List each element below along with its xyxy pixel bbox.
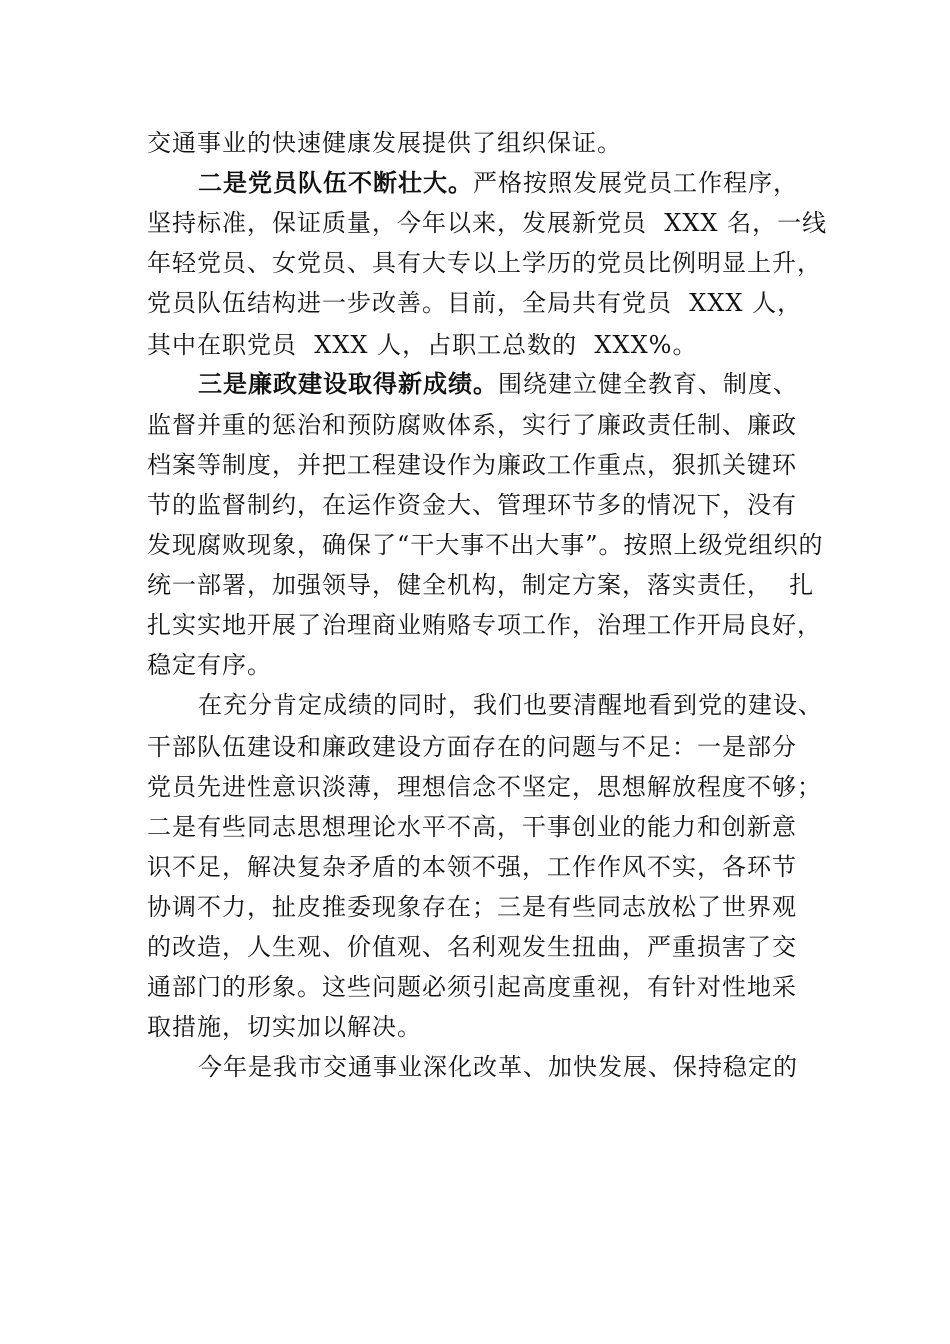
text-segment: 统一部署，加强领导，健全机构，制定方案，落实责任， 扎 <box>147 571 815 599</box>
text-segment: 扎实实地开展了治理商业贿赂专项工作，治理工作开局良好， <box>147 611 822 639</box>
text-line <box>147 852 797 882</box>
text-line <box>147 208 827 238</box>
text-segment: 监督并重的惩治和预防腐败体系，实行了廉政责任制、廉政 <box>147 411 797 439</box>
text-segment: 识不足，解决复杂矛盾的本领不强，工作作风不实，各环节 <box>147 853 797 881</box>
text-segment: 在充分肯定成绩的同时，我们也要清醒地看到党的建设、 <box>198 691 823 719</box>
paragraph-heading-line <box>198 369 798 399</box>
text-segment: 协调不力，扯皮推委现象存在；三是有些同志放松了世界观 <box>147 893 797 921</box>
text-segment: 取措施，切实加以解决。 <box>147 1013 422 1041</box>
text-line <box>147 288 802 318</box>
text-line <box>198 1052 798 1082</box>
text-segment: 坚持标准，保证质量，今年以来，发展新党员 XXX 名，一线 <box>147 209 828 237</box>
text-line <box>147 610 822 640</box>
text-line <box>147 650 272 680</box>
text-segment: 稳定有序。 <box>147 651 272 679</box>
text-line <box>147 932 797 962</box>
text-line <box>147 248 822 278</box>
text-segment: 干部队伍建设和廉政建设方面存在的问题与不足：一是部分 <box>147 733 797 761</box>
text-line <box>147 530 824 560</box>
text-line <box>147 1012 422 1042</box>
text-line <box>147 892 797 922</box>
text-line <box>147 772 822 802</box>
text-segment: 年轻党员、女党员、具有大专以上学历的党员比例明显上升， <box>147 249 822 277</box>
text-segment: 发现腐败现象，确保了“干大事不出大事”。按照上级党组织的 <box>147 531 824 559</box>
text-segment: 通部门的形象。这些问题必须引起高度重视，有针对性地采 <box>147 973 797 1001</box>
text-segment: 党员队伍结构进一步改善。目前，全局共有党员 XXX 人， <box>147 289 803 317</box>
text-line <box>147 570 814 600</box>
text-segment: 的改造，人生观、价值观、名利观发生扭曲，严重损害了交 <box>147 933 797 961</box>
text-line <box>147 490 797 520</box>
bold-heading: 三是廉政建设取得新成绩。 <box>198 369 498 398</box>
paragraph-heading-line <box>198 168 798 198</box>
text-line <box>147 410 797 440</box>
text-segment: 严格按照发展党员工作程序， <box>473 169 798 197</box>
text-line <box>147 330 697 360</box>
text-segment: 围绕建立健全教育、制度、 <box>498 370 798 398</box>
text-line <box>147 972 797 1002</box>
text-segment: 其中在职党员 XXX 人，占职工总数的 XXX%。 <box>147 331 698 359</box>
text-segment: 交通事业的快速健康发展提供了组织保证。 <box>147 129 622 157</box>
text-segment: 档案等制度，并把工程建设作为廉政工作重点，狠抓关键环 <box>147 451 797 479</box>
text-segment: 二是有些同志思想理论水平不高，干事创业的能力和创新意 <box>147 813 797 841</box>
text-line <box>198 690 823 720</box>
text-line <box>147 128 622 158</box>
text-segment: 今年是我市交通事业深化改革、加快发展、保持稳定的 <box>198 1053 798 1081</box>
text-segment: 节的监督制约，在运作资金大、管理环节多的情况下，没有 <box>147 491 797 519</box>
text-segment: 党员先进性意识淡薄，理想信念不坚定，思想解放程度不够； <box>147 773 822 801</box>
text-line <box>147 812 797 842</box>
bold-heading: 二是党员队伍不断壮大。 <box>198 168 473 197</box>
text-line <box>147 450 797 480</box>
text-line <box>147 732 797 762</box>
